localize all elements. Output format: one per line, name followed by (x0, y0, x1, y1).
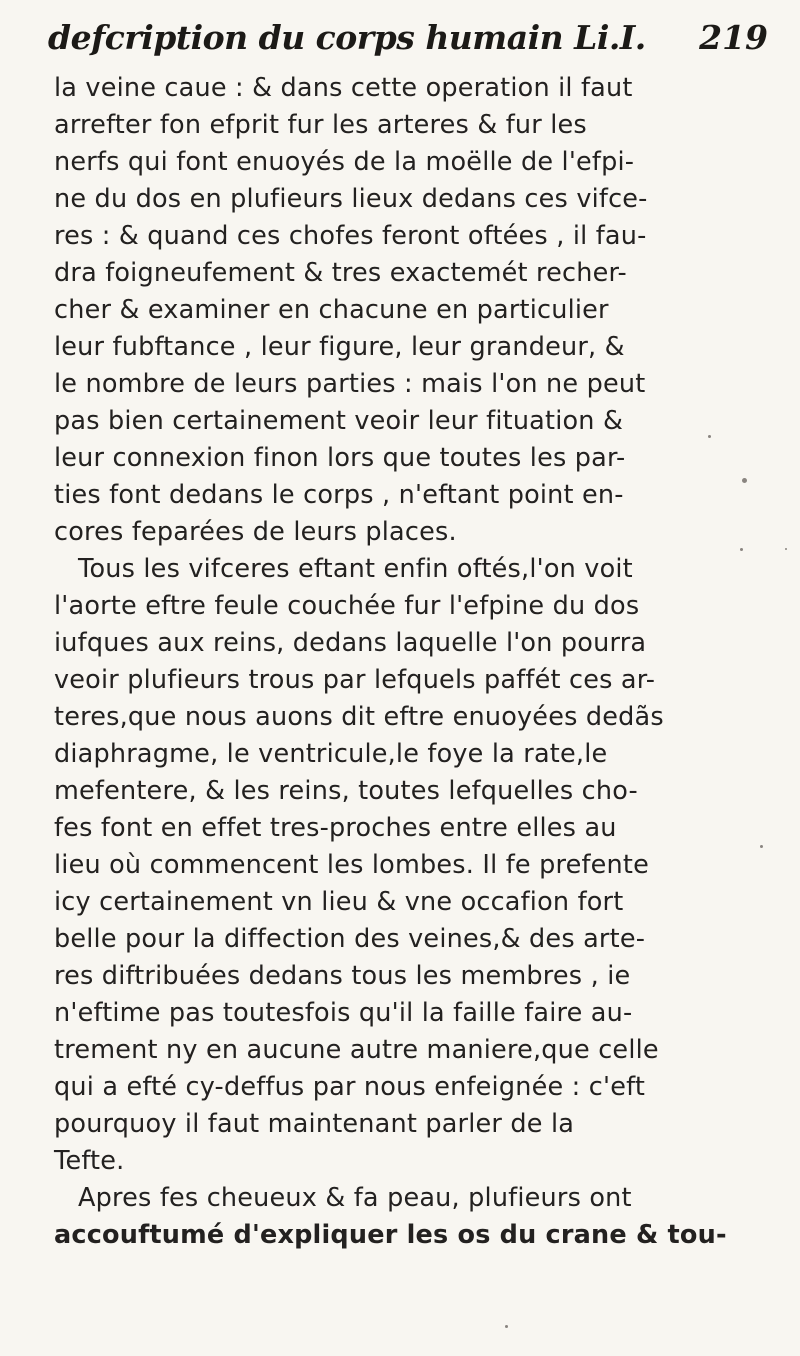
text-line: accouftumé d'expliquer les os du crane & tou- (54, 1220, 727, 1250)
text-line: pourquoy il faut maintenant parler de la (54, 1109, 575, 1139)
text-line: leur connexion finon lors que toutes les par- (54, 443, 626, 473)
paper-speck (785, 548, 787, 550)
text-line: Tefte. (54, 1146, 125, 1176)
body-text (54, 70, 774, 1254)
text-line: dra foigneufement & tres exactemét recher- (54, 258, 627, 288)
paper-speck (740, 548, 743, 551)
text-line: belle pour la diffection des veines,& des arte- (54, 924, 646, 954)
text-line: fes font en effet tres-proches entre elles au (54, 813, 617, 843)
text-line: lieu où commencent les lombes. Il fe prefente (54, 850, 649, 880)
paper-speck (742, 478, 747, 483)
text-line: n'eftime pas toutesfois qu'il la faille faire au- (54, 998, 633, 1028)
text-line: teres,que nous auons dit eftre enuoyées dedãs (54, 702, 664, 732)
text-line: ties font dedans le corps , n'eftant point en- (54, 480, 624, 510)
paper-speck (505, 1325, 508, 1328)
paragraph-start-line: Tous les vifceres eftant enfin oftés,l'on voit (78, 554, 633, 584)
text-line: qui a efté cy-deffus par nous enfeignée : c'eft (54, 1072, 646, 1102)
text-line: res diftribuées dedans tous les membres , ie (54, 961, 631, 991)
text-line: nerfs qui font enuoyés de la moëlle de l'efpi- (54, 147, 635, 177)
paragraph-start-line: Apres fes cheueux & fa peau, plufieurs ont (78, 1183, 632, 1213)
text-line: l'aorte eftre feule couchée fur l'efpine du dos (54, 591, 640, 621)
text-line: res : & quand ces chofes feront oftées , il fau- (54, 221, 647, 251)
text-line: ne du dos en plufieurs lieux dedans ces vifce- (54, 184, 648, 214)
text-line: iufques aux reins, dedans laquelle l'on pourra (54, 628, 647, 658)
running-head (48, 12, 768, 68)
running-head-title: defcription du corps humain Li.I. (48, 18, 646, 57)
text-line: arrefter fon efprit fur les arteres & fur les (54, 110, 587, 140)
text-line: veoir plufieurs trous par lefquels paffét ces ar- (54, 665, 656, 695)
text-line: cher & examiner en chacune en particulier (54, 295, 609, 325)
text-line: trement ny en aucune autre maniere,que celle (54, 1035, 659, 1065)
text-line: mefentere, & les reins, toutes lefquelles cho- (54, 776, 638, 806)
page-number: 219 (699, 18, 768, 57)
paper-speck (708, 435, 711, 438)
text-line: icy certainement vn lieu & vne occafion fort (54, 887, 624, 917)
text-line: diaphragme, le ventricule,le foye la rate,le (54, 739, 608, 769)
paper-speck (760, 845, 763, 848)
text-line: cores feparées de leurs places. (54, 517, 457, 547)
text-line: pas bien certainement veoir leur fituation & (54, 406, 624, 436)
text-line: le nombre de leurs parties : mais l'on ne peut (54, 369, 646, 399)
text-line: leur fubftance , leur figure, leur grandeur, & (54, 332, 625, 362)
text-line: la veine caue : & dans cette operation il faut (54, 73, 633, 103)
